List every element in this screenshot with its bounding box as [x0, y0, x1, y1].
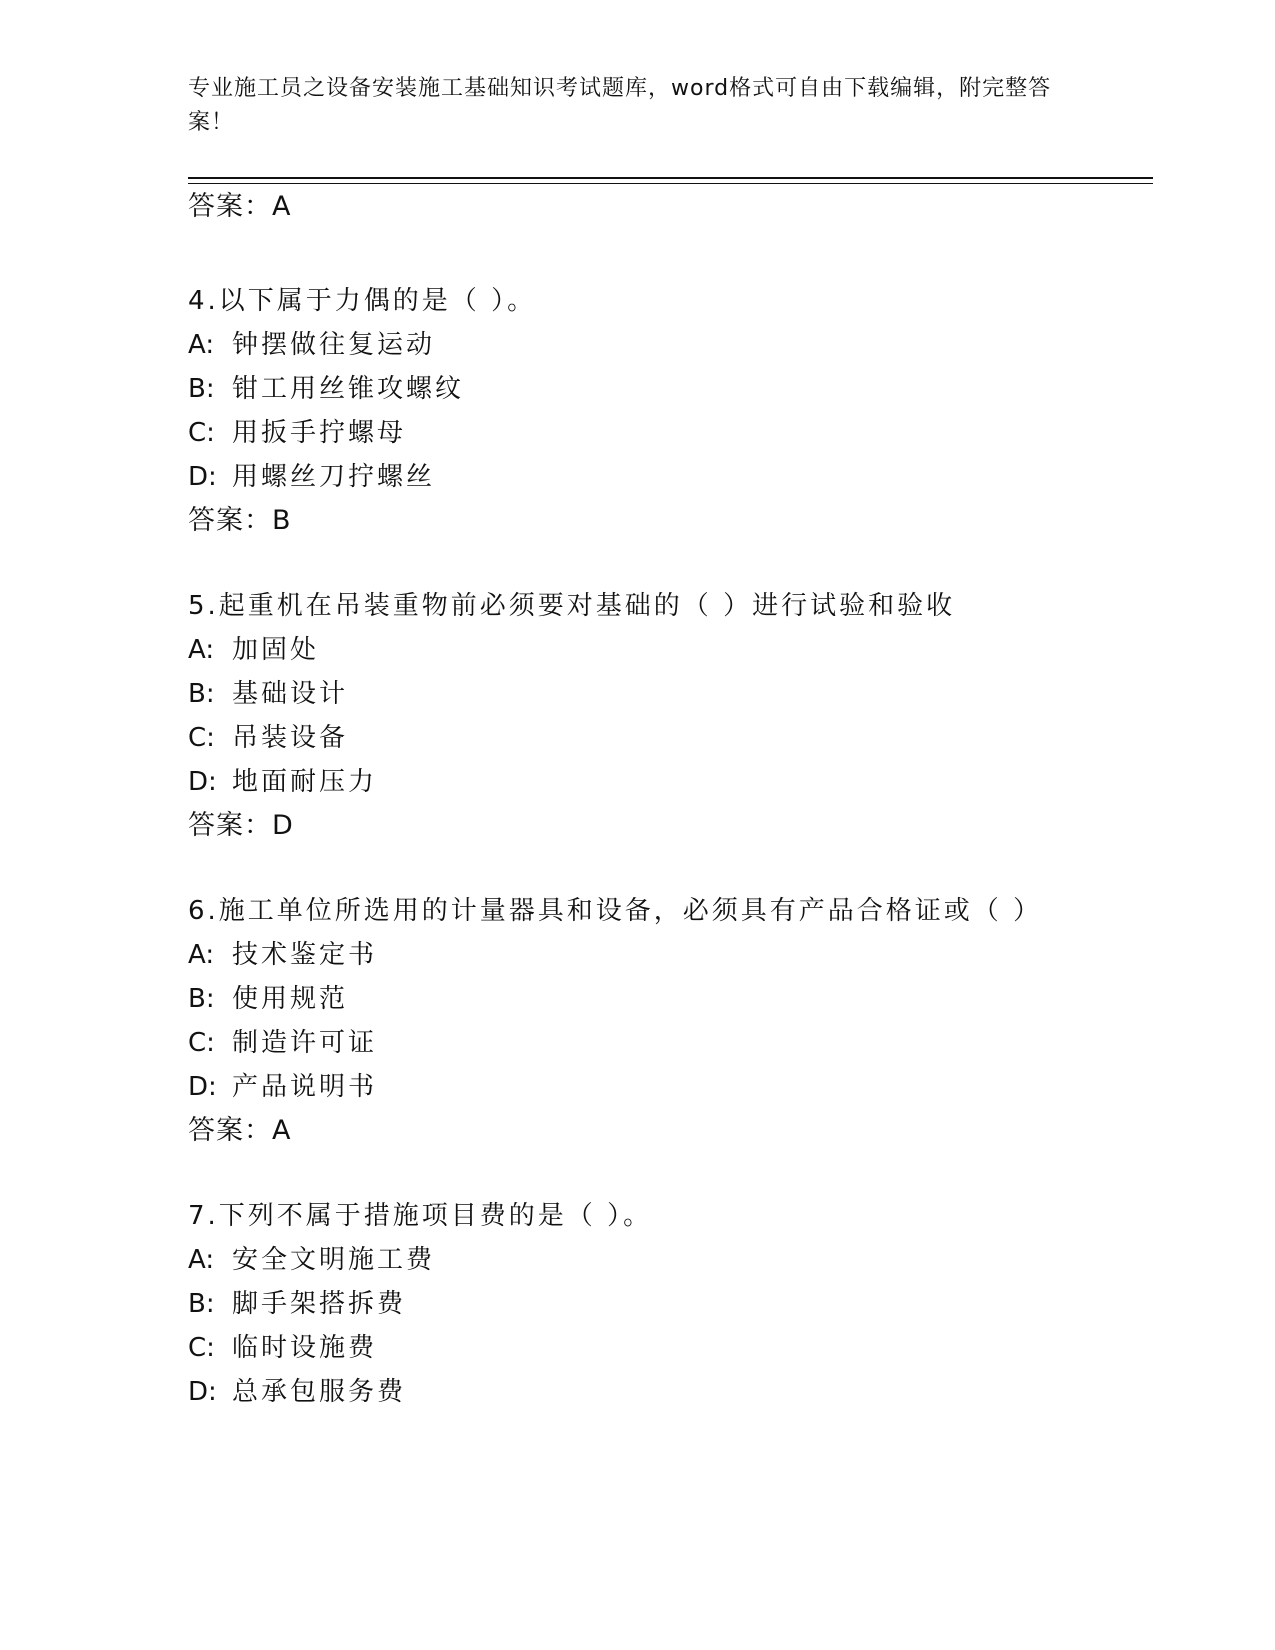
option-text: 脚手架搭拆费 [232, 1289, 407, 1319]
question-5-option-a [188, 633, 319, 667]
question-6-option-b [188, 982, 348, 1016]
question-6-stem: 6.施工单位所选用的计量器具和设备，必须具有产品合格证或（ ） [188, 896, 1043, 926]
question-5-stem: 5.起重机在吊装重物前必须要对基础的（ ）进行试验和验收 [188, 591, 956, 621]
document-header: 专业施工员之设备安装施工基础知识考试题库，word格式可自由下载编辑，附完整答案！ [188, 76, 1052, 135]
option-label: A: [188, 635, 215, 665]
option-text: 临时设施费 [232, 1333, 378, 1363]
option-text: 地面耐压力 [232, 767, 378, 797]
header-rule-thick [188, 177, 1153, 179]
question-5-option-d [188, 765, 377, 799]
question-7-stem: 7.下列不属于措施项目费的是（ ）。 [188, 1201, 653, 1231]
option-text: 钟摆做往复运动 [232, 330, 436, 360]
option-text: 钳工用丝锥攻螺纹 [232, 374, 465, 404]
previous-answer: 答案：A [188, 191, 292, 222]
option-text: 使用规范 [232, 984, 349, 1014]
question-7-option-c [188, 1331, 377, 1365]
option-label: A: [188, 1245, 215, 1275]
option-text: 用扳手拧螺母 [232, 418, 407, 448]
question-7-option-b [188, 1287, 406, 1321]
option-label: B: [188, 374, 215, 404]
option-label: C: [188, 1333, 215, 1363]
header-rule-thin [188, 183, 1153, 184]
option-label: B: [188, 1289, 215, 1319]
option-text: 产品说明书 [232, 1072, 378, 1102]
option-label: B: [188, 679, 215, 709]
option-label: A: [188, 330, 215, 360]
question-7-option-d [188, 1375, 406, 1409]
question-4-answer: 答案：B [188, 505, 292, 536]
question-6-answer: 答案：A [188, 1115, 292, 1146]
question-4-stem: 4.以下属于力偶的是（ ）。 [188, 286, 537, 316]
question-4-option-b [188, 372, 464, 406]
question-6-option-d [188, 1070, 377, 1104]
option-label: D: [188, 462, 217, 492]
option-text: 制造许可证 [232, 1028, 378, 1058]
question-5-option-b [188, 677, 348, 711]
option-label: A: [188, 940, 215, 970]
question-6-option-c [188, 1026, 377, 1060]
question-5-answer: 答案：D [188, 810, 294, 841]
question-7-option-a [188, 1243, 435, 1277]
option-label: D: [188, 767, 217, 797]
question-5-option-c [188, 721, 348, 755]
option-text: 吊装设备 [232, 723, 349, 753]
option-text: 基础设计 [232, 679, 349, 709]
option-label: C: [188, 1028, 215, 1058]
question-4-option-c [188, 416, 406, 450]
option-label: B: [188, 984, 215, 1014]
option-text: 技术鉴定书 [232, 940, 378, 970]
question-6-option-a [188, 938, 377, 972]
option-text: 安全文明施工费 [232, 1245, 436, 1275]
option-label: D: [188, 1377, 217, 1407]
option-label: C: [188, 723, 215, 753]
option-text: 加固处 [232, 635, 320, 665]
option-text: 总承包服务费 [232, 1377, 407, 1407]
option-text: 用螺丝刀拧螺丝 [232, 462, 436, 492]
option-label: C: [188, 418, 215, 448]
question-4-option-a [188, 328, 435, 362]
question-4-option-d [188, 460, 435, 494]
option-label: D: [188, 1072, 217, 1102]
